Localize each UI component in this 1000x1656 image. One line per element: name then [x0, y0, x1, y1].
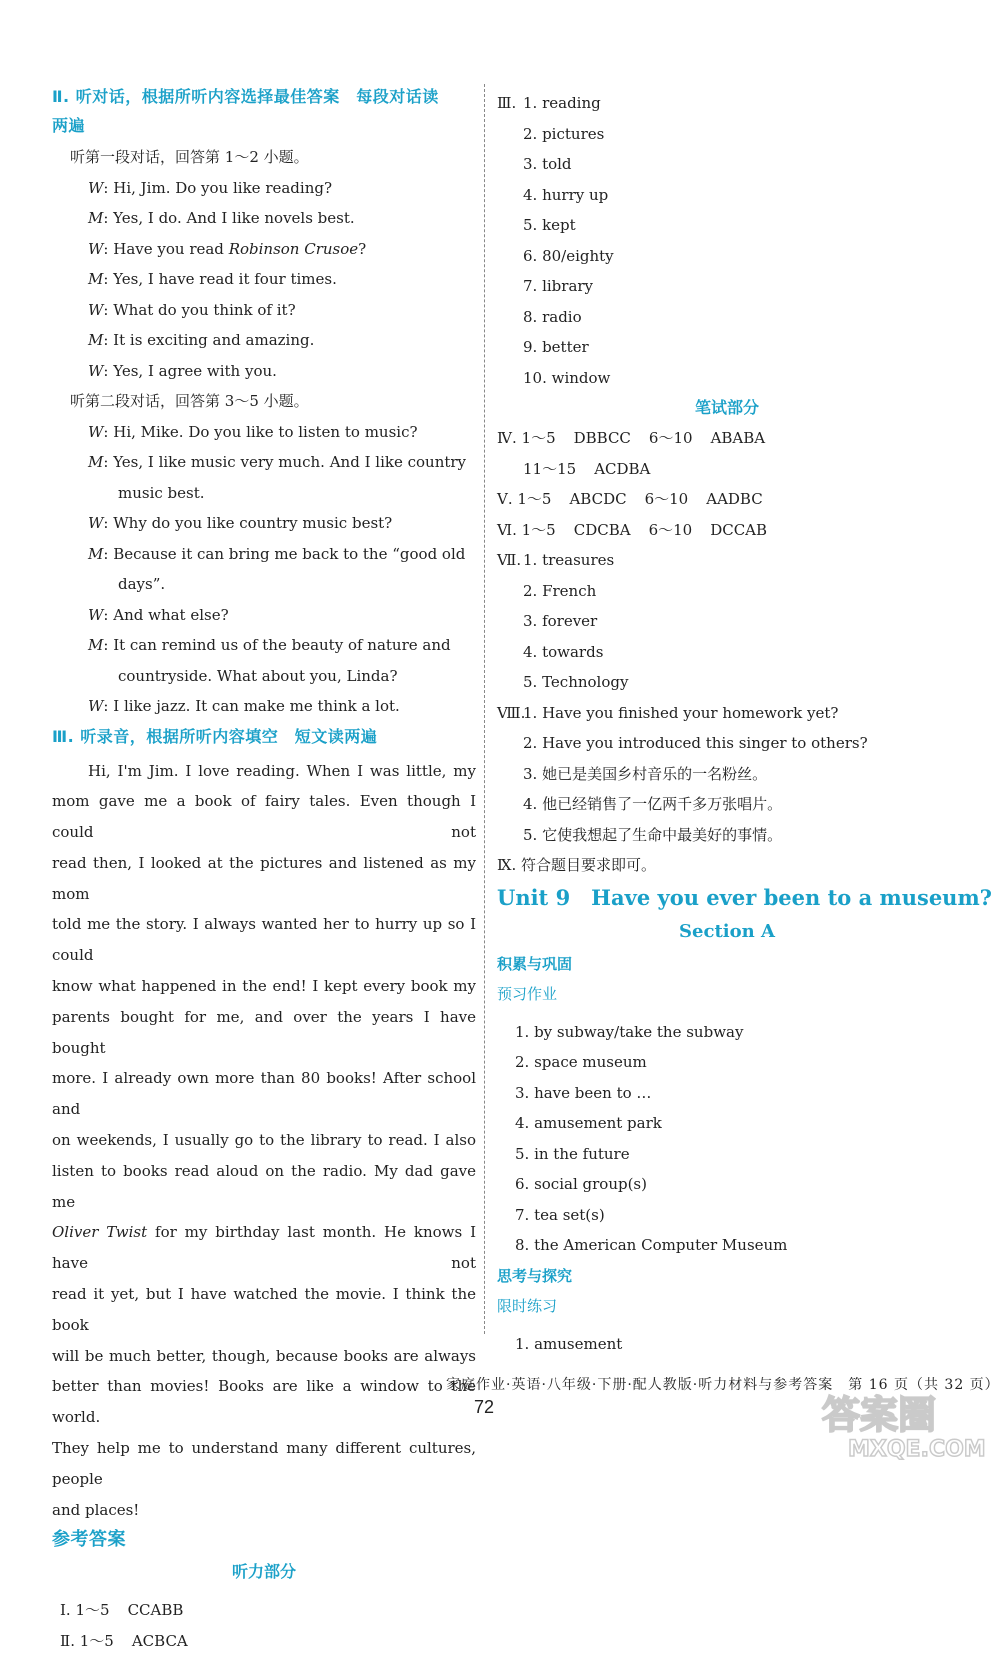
- answer-item: [497, 698, 957, 729]
- dialog-line: W: What do you think of it?: [88, 300, 296, 319]
- answer-text: 4. 他已经销售了一亿两千多万张唱片。: [523, 795, 783, 813]
- answer-text: 5. 它使我想起了生命中最美好的事情。: [523, 825, 783, 844]
- watermark-text-top: 答案圈: [822, 1393, 937, 1437]
- dialog-line: W: I like jazz. It can make me think a lot.: [88, 697, 400, 715]
- answer-row-iv-cont: 11～15 ACDBA: [523, 459, 651, 478]
- answer-text: 8. radio: [523, 307, 582, 326]
- watermark-logo: [818, 1388, 993, 1460]
- answer-text: 7. library: [523, 277, 594, 295]
- dialog-line: M: Yes, I have read it four times.: [88, 270, 337, 288]
- answer-item: [497, 180, 957, 211]
- page-footer: 家庭作业·英语·八年级·下册·配人教版·听力材料与参考答案 第 16 页（共 32 页）: [446, 1377, 1000, 1393]
- dialog-line: W: Yes, I agree with you.: [88, 361, 277, 380]
- preview-item: 5. in the future: [515, 1144, 630, 1163]
- section-label: Ⅲ.: [497, 94, 517, 112]
- dialog-line: W: And what else?: [88, 605, 229, 624]
- answer-item: [497, 667, 957, 698]
- answer-row-2: Ⅱ. 1～5 ACBCA: [60, 1631, 188, 1650]
- passage-line: They help me to understand many different cultures, people: [52, 1439, 476, 1488]
- dialog-1-intro: 听第一段对话，回答第 1～2 小题。: [70, 148, 309, 166]
- section-2-heading: Ⅱ. 听对话，根据所听内容选择最佳答案 每段对话读: [52, 87, 439, 106]
- speaker-label: W: [88, 178, 104, 197]
- timed-answer: 1. amusement: [515, 1334, 623, 1353]
- listening-passage: [52, 756, 476, 1526]
- passage-line: more. I already own more than 80 books! After school and: [52, 1069, 476, 1119]
- dialog-line: M: It can remind us of the beauty of nature and: [88, 636, 451, 654]
- answer-text: 10. window: [523, 368, 611, 387]
- dialog-2-intro: 听第二段对话，回答第 3～5 小题。: [70, 392, 309, 410]
- answer-text: 5. kept: [523, 216, 576, 234]
- passage-line: mom gave me a book of fairy tales. Even though I could not: [52, 792, 476, 842]
- unit-title: Unit 9 Have you ever been to a museum?: [497, 884, 992, 910]
- answer-text: 6. 80/eighty: [523, 246, 614, 265]
- passage-line: will be much better, though, because books are always: [52, 1346, 476, 1365]
- section-8-answers: [497, 698, 957, 851]
- timed-practice-heading: 限时练习: [497, 1296, 558, 1315]
- answer-item: [497, 363, 957, 394]
- answer-item: [497, 149, 957, 180]
- section-label: Ⅶ.: [497, 551, 522, 569]
- answer-text: 2. Have you introduced this singer to others?: [523, 734, 868, 752]
- passage-line: know what happened in the end! I kept every book my: [52, 977, 476, 996]
- passage-line: read it yet, but I have watched the movie. I think the book: [52, 1285, 476, 1334]
- listening-part-heading: 听力部分: [231, 1562, 296, 1582]
- answer-item: [497, 119, 957, 150]
- answer-row-ix: Ⅸ. 符合题目要求即可。: [497, 856, 657, 874]
- answer-text: 3. 她已是美国乡村音乐的一名粉丝。: [523, 764, 768, 783]
- answer-text: 9. better: [523, 338, 589, 356]
- right-column: [497, 88, 992, 1359]
- dialog-line: W: Hi, Mike. Do you like to listen to music?: [88, 422, 418, 441]
- left-column: [52, 84, 476, 1656]
- preview-answers: [497, 1017, 957, 1261]
- answer-item: [497, 820, 957, 851]
- section-3-heading: Ⅲ. 听录音，根据所听内容填空 短文读两遍: [52, 726, 378, 746]
- written-part-heading: 笔试部分: [694, 398, 759, 417]
- speaker-label: W: [88, 239, 104, 258]
- preview-item: 4. amusement park: [515, 1114, 662, 1132]
- speaker-label: M: [88, 270, 104, 288]
- preview-item: 1. by subway/take the subway: [515, 1022, 744, 1041]
- dialog-line: W: Hi, Jim. Do you like reading?: [88, 178, 333, 197]
- dialog-1: [52, 173, 476, 387]
- passage-line: Hi, I'm Jim. I love reading. When I was little, my: [88, 761, 476, 780]
- answer-item: [497, 302, 957, 333]
- preview-item: 3. have been to …: [515, 1083, 652, 1102]
- dialog-line: W: Have you read Robinson Crusoe?: [88, 239, 367, 258]
- preview-item: 6. social group(s): [515, 1175, 647, 1193]
- answer-item: [497, 271, 957, 302]
- dialog-line: M: Yes, I do. And I like novels best.: [88, 209, 355, 227]
- passage-line: on weekends, I usually go to the library to read. I also: [52, 1131, 476, 1150]
- section-label: Ⅷ.: [497, 703, 526, 722]
- think-explore-heading: 思考与探究: [497, 1266, 573, 1285]
- section-7-answers: [497, 545, 957, 698]
- answer-item: [497, 728, 957, 759]
- passage-line: Oliver Twist for my birthday last month. He knows I have not: [52, 1223, 476, 1273]
- passage-line: better than movies! Books are like a window to the world.: [52, 1377, 476, 1427]
- answer-text: 1. reading: [523, 94, 601, 112]
- dialog-line-cont: days”.: [118, 575, 166, 593]
- dialog-line: W: Why do you like country music best?: [88, 514, 393, 532]
- answer-item: [497, 332, 957, 363]
- answer-text: 1. Have you finished your homework yet?: [523, 703, 839, 722]
- passage-line: told me the story. I always wanted her to hurry up so I could: [52, 915, 476, 965]
- answer-text: 3. told: [523, 155, 572, 173]
- answer-text: 4. towards: [523, 642, 604, 661]
- preview-item: 2. space museum: [515, 1053, 647, 1071]
- answer-text: 2. French: [523, 581, 597, 600]
- answer-item: [497, 241, 957, 272]
- section-2-heading-cont: 两遍: [52, 116, 86, 135]
- answer-item: [497, 789, 957, 820]
- answer-item: [497, 606, 957, 637]
- answer-text: 2. pictures: [523, 124, 605, 143]
- answer-row-iv: Ⅳ. 1～5 DBBCC 6～10 ABABA: [497, 429, 766, 447]
- dialog-line: M: It is exciting and amazing.: [88, 331, 315, 349]
- section-title: Section A: [679, 920, 775, 942]
- answer-row-v: Ⅴ. 1～5 ABCDC 6～10 AADBC: [497, 490, 763, 508]
- section-3-answers: [497, 88, 957, 393]
- answer-item: [497, 576, 957, 607]
- answer-item: [497, 545, 957, 576]
- speaker-label: W: [88, 361, 104, 380]
- speaker-label: M: [88, 331, 104, 349]
- answer-text: 1. treasures: [523, 551, 615, 569]
- passage-line: and places!: [52, 1500, 140, 1519]
- passage-line: parents bought for me, and over the years I have bought: [52, 1007, 476, 1057]
- reference-answers-heading: 参考答案: [52, 1529, 126, 1551]
- answer-item: [497, 637, 957, 668]
- passage-line: read then, I looked at the pictures and listened as my mom: [52, 853, 476, 903]
- answer-item: [497, 88, 957, 119]
- answer-item: [497, 759, 957, 790]
- speaker-label: M: [88, 209, 104, 227]
- answer-text: 3. forever: [523, 612, 598, 630]
- page-number: 72: [474, 1397, 495, 1417]
- book-title: Oliver Twist: [52, 1223, 148, 1242]
- passage-line: listen to books read aloud on the radio. My dad gave me: [52, 1161, 476, 1211]
- preview-item: 7. tea set(s): [515, 1205, 605, 1224]
- dialog-line-cont: countryside. What about you, Linda?: [118, 666, 398, 685]
- dialog-line-cont: music best.: [118, 483, 205, 502]
- answer-row-1: Ⅰ. 1～5 CCABB: [60, 1601, 184, 1620]
- answer-row-vi: Ⅵ. 1～5 CDCBA 6～10 DCCAB: [497, 520, 768, 539]
- speaker-label: W: [88, 300, 104, 319]
- answer-item: [497, 210, 957, 241]
- answer-text: 5. Technology: [523, 673, 629, 691]
- accumulate-heading: 积累与巩固: [497, 954, 573, 973]
- dialog-line: M: Yes, I like music very much. And I like country: [88, 453, 467, 471]
- dialog-line: M: Because it can bring me back to the “good old: [88, 544, 466, 563]
- column-divider: [484, 84, 485, 1334]
- book-title: Robinson Crusoe: [228, 239, 359, 258]
- preview-heading: 预习作业: [497, 984, 558, 1003]
- answer-text: 4. hurry up: [523, 185, 609, 204]
- preview-item: 8. the American Computer Museum: [515, 1236, 788, 1254]
- watermark-text-bottom: MXQE.COM: [848, 1437, 986, 1460]
